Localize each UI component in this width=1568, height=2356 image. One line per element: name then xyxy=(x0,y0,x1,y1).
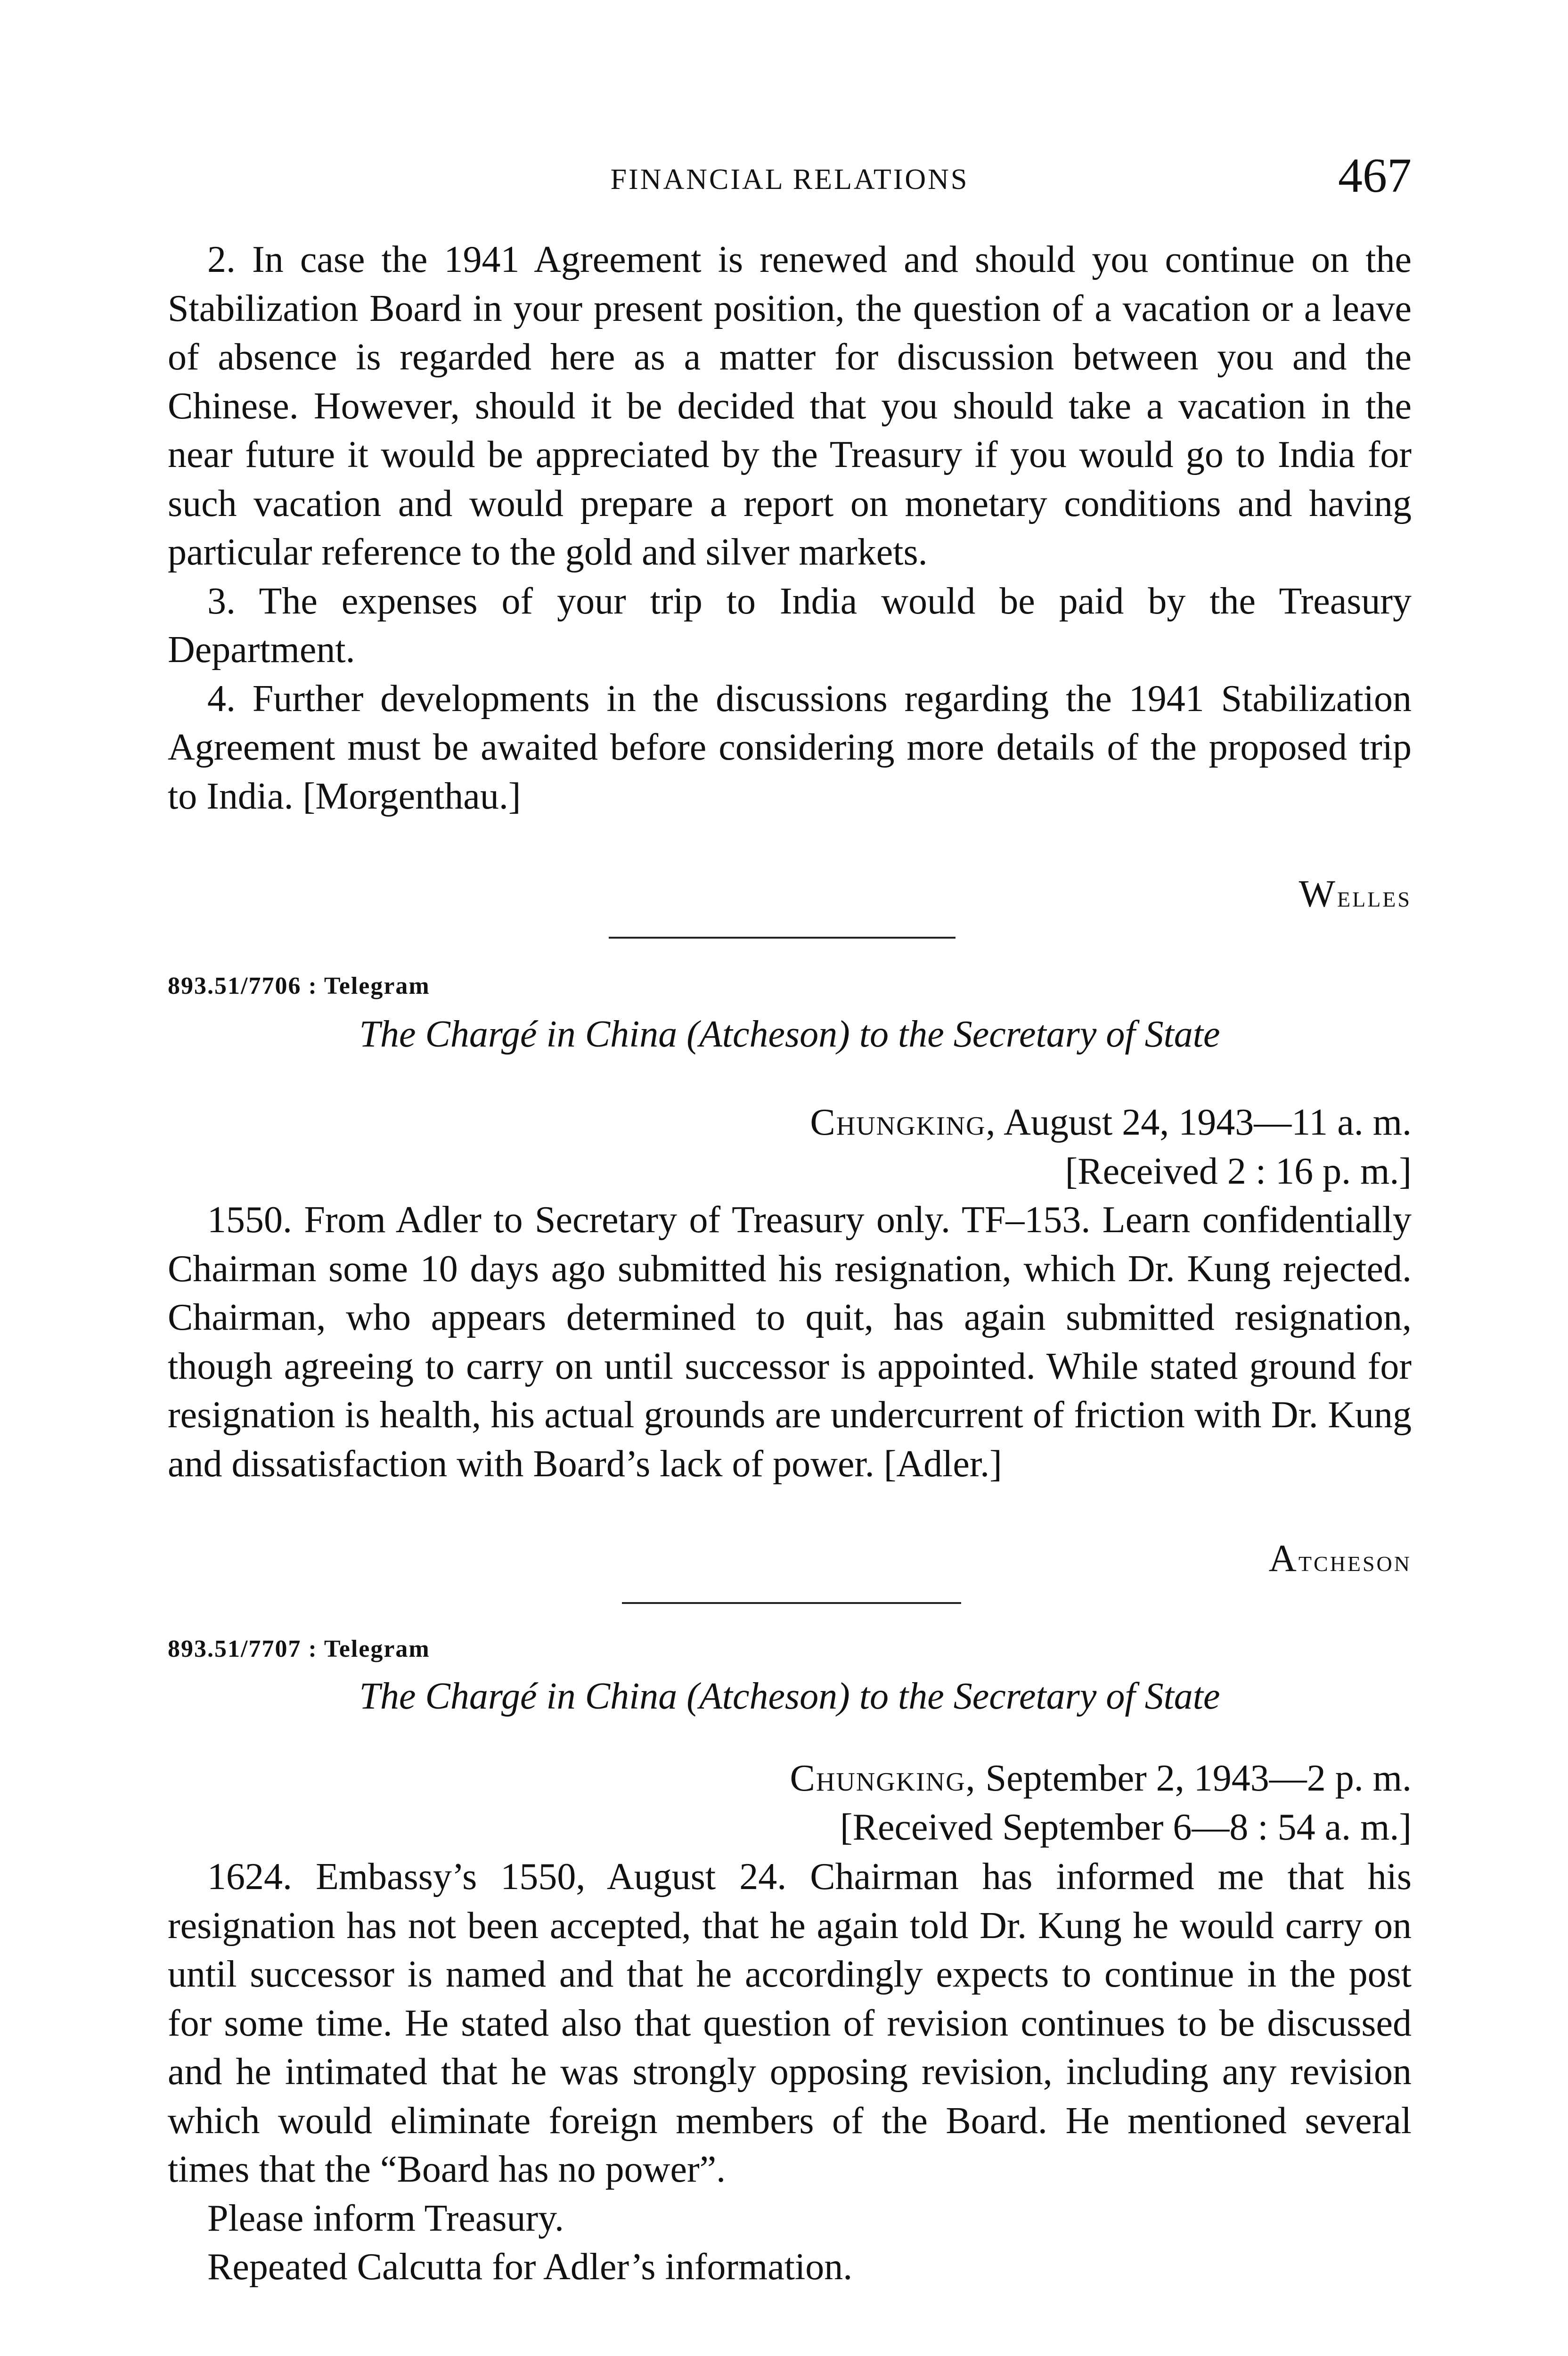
paragraph: 2. In case the 1941 Agreement is renewed and should you continue on the Stabilization Board in your present position, the question of a vacation or a leave of absence is regarded here as a matter for discussion between you and the Chinese. However, should it be decided that you should take a vacation in the near future it would be appreciated by the Treasury if you would go to India for such vacation and would prepare a report on monetary conditions and having particular reference to the gold and silver markets. xyxy=(168,239,1412,573)
sent-line xyxy=(790,1754,1412,1803)
dateline xyxy=(790,1754,1412,1852)
document-title: The Chargé in China (Atcheson) to the Secretary of State xyxy=(359,1014,1220,1055)
signature-atcheson: Atcheson xyxy=(1268,1537,1412,1579)
telegram-body xyxy=(168,1196,1412,1489)
running-title: FINANCIAL RELATIONS xyxy=(610,164,969,196)
page-number: 467 xyxy=(1338,148,1412,203)
paragraph: 3. The expenses of your trip to India would be paid by the Treasury Department. xyxy=(168,580,1412,671)
paragraph: Repeated Calcutta for Adler’s information. xyxy=(207,2246,853,2288)
paragraph: Please inform Treasury. xyxy=(207,2197,564,2239)
section-divider xyxy=(622,1602,961,1604)
sent-line xyxy=(810,1098,1412,1147)
running-head xyxy=(168,150,1412,202)
signature-welles: Welles xyxy=(1298,872,1412,915)
place-name: Chungking, xyxy=(790,1758,976,1799)
telegram-body xyxy=(168,1853,1412,2292)
file-number: 893.51/7706 : Telegram xyxy=(168,973,430,999)
dateline xyxy=(810,1098,1412,1196)
section-divider xyxy=(609,937,956,939)
file-number: 893.51/7707 : Telegram xyxy=(168,1636,430,1662)
received-line: [Received September 6—8 : 54 a. m.] xyxy=(840,1807,1412,1848)
paragraph: 4. Further developments in the discussions regarding the 1941 Stabilization Agreement must be awaited before considering more details of the proposed trip to India. [Morgenthau.] xyxy=(168,678,1412,817)
sent-date: August 24, 1943—11 a. m. xyxy=(996,1102,1412,1143)
document-title: The Chargé in China (Atcheson) to the Secretary of State xyxy=(359,1676,1220,1717)
place-name: Chungking, xyxy=(810,1102,996,1143)
received-line: [Received 2 : 16 p. m.] xyxy=(1065,1151,1412,1192)
top-section-body xyxy=(168,236,1412,821)
paragraph: 1624. Embassy’s 1550, August 24. Chairman has informed me that his resignation has not been accepted, that he again told Dr. Kung he would carry on until successor is named and that he accordingly expects to continue in the post for some time. He stated also that question of revision continues to be discussed and he intimated that he was strongly opposing revision, including any revision which would eliminate foreign members of the Board. He mentioned several times that the “Board has no power”. xyxy=(168,1856,1412,2190)
paragraph: 1550. From Adler to Secretary of Treasury only. TF–153. Learn confidentially Chairman some 10 days ago submitted his resignation, which Dr. Kung rejected. Chairman, who appears determined to quit, has again submitted resignation, though agreeing to carry on until successor is appointed. While stated ground for resignation is health, his actual grounds are undercurrent of friction with Dr. Kung and dissatisfaction with Board’s lack of power. [Adler.] xyxy=(168,1199,1412,1485)
sent-date: September 2, 1943—2 p. m. xyxy=(976,1758,1412,1799)
